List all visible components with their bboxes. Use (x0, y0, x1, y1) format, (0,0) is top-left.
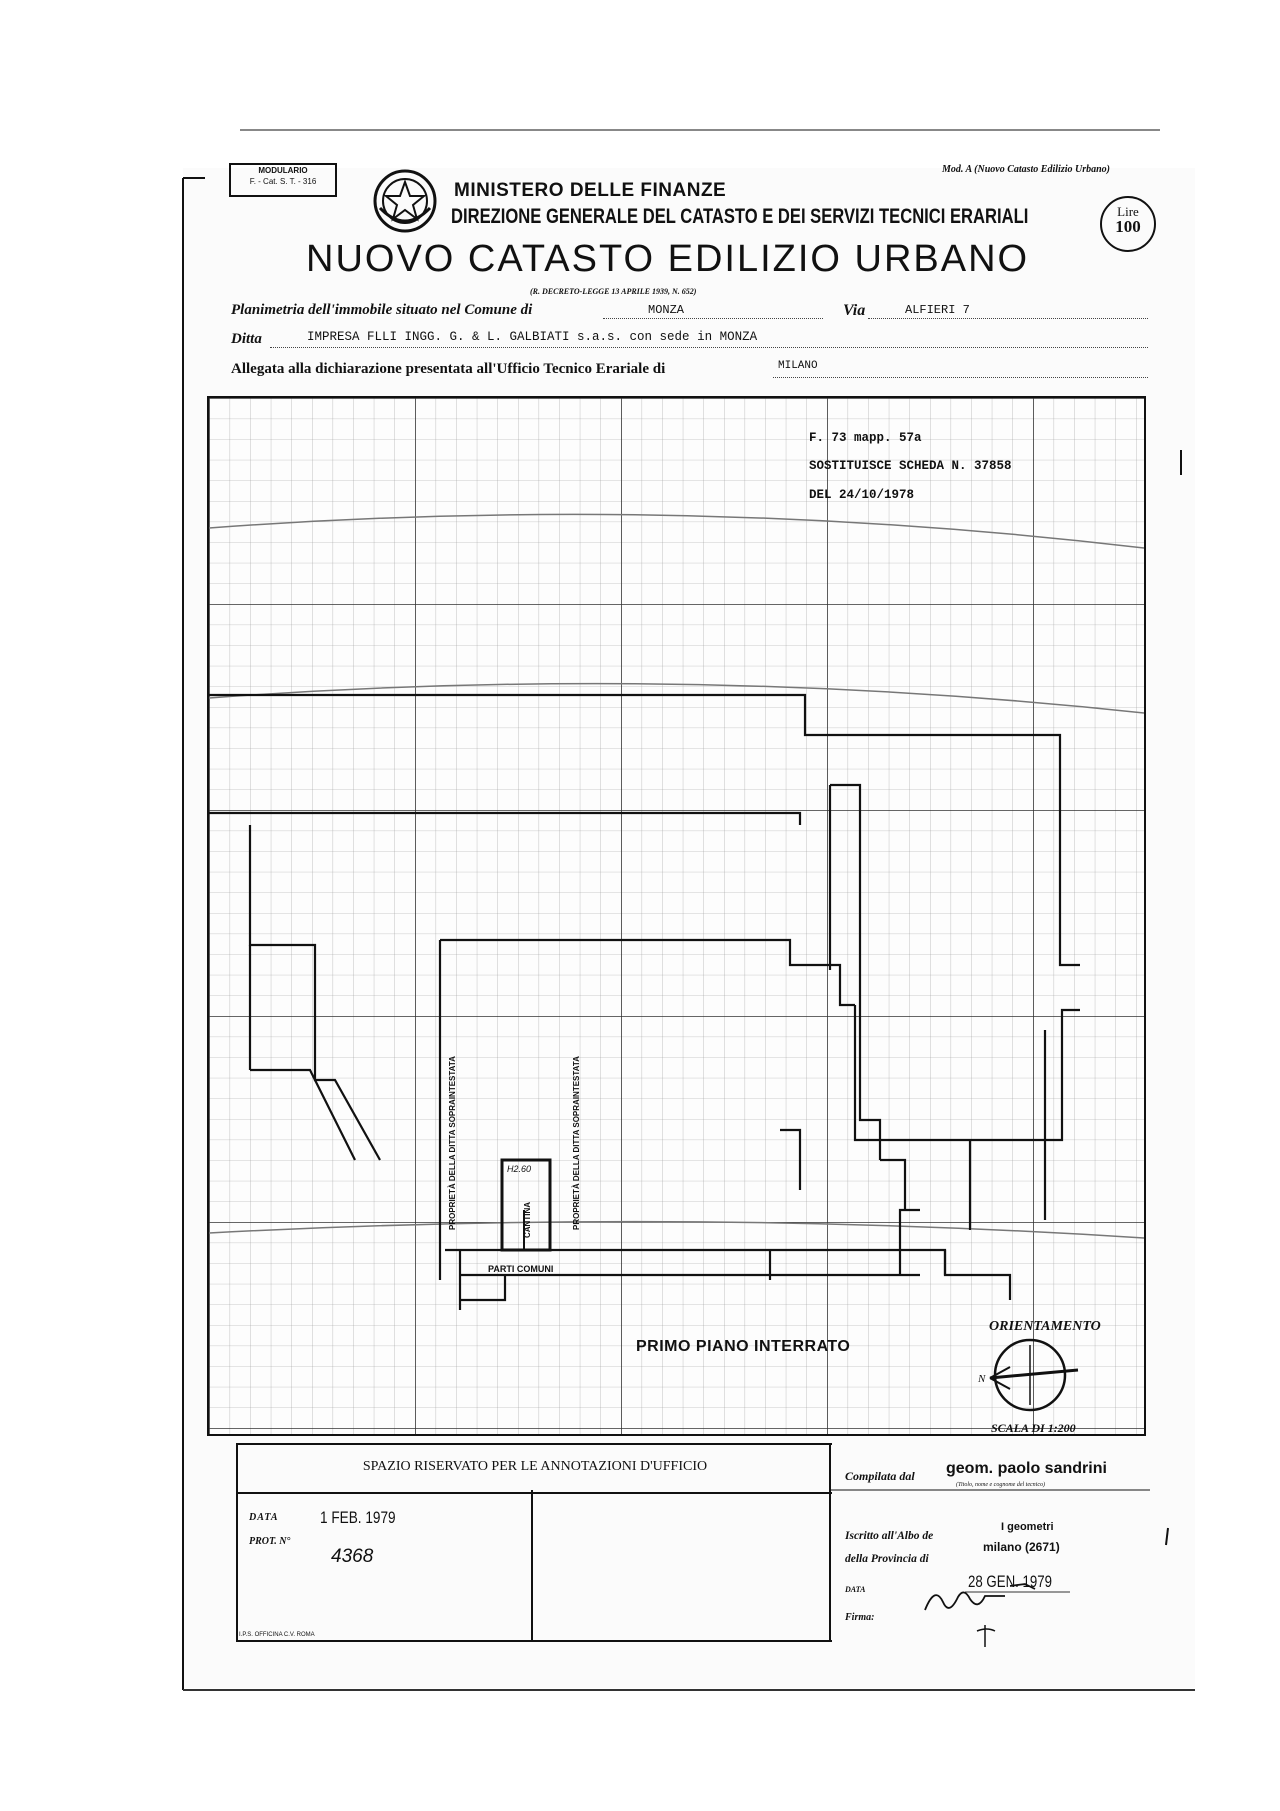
ufficio-value: MILANO (778, 360, 818, 372)
room-height: H2.60 (507, 1164, 532, 1174)
protocol-label: PROT. N° (249, 1536, 291, 1547)
compiled-by-note: (Titolo, nome e cognome del tecnico) (956, 1482, 1045, 1488)
registered-label: Iscritto all'Albo de (845, 1530, 934, 1542)
province-label: della Provincia di (845, 1553, 929, 1565)
ditta-value: IMPRESA FLLI INGG. G. & L. GALBIATI s.a.s. con sede in MONZA (307, 330, 758, 344)
planimetria-label: Planimetria dell'immobile situato nel Comune di (231, 302, 533, 318)
allegata-label: Allegata alla dichiarazione presentata all'Ufficio Tecnico Erariale di (231, 361, 666, 377)
direction-title: DIREZIONE GENERALE DEL CATASTO E DEI SERVIZI TECNICI ERARIALI (451, 205, 1029, 228)
parcel-reference: F. 73 mapp. 57a (809, 431, 922, 445)
protocol-number: 4368 (331, 1546, 374, 1567)
compiled-by-label: Compilata dal (845, 1469, 915, 1483)
decree-reference: (R. DECRETO-LEGGE 13 APRILE 1939, N. 652) (530, 287, 697, 296)
north-label: N (978, 1373, 986, 1385)
model-reference: Mod. A (Nuovo Catasto Edilizio Urbano) (942, 164, 1110, 175)
office-date-label: DATA (249, 1512, 279, 1523)
modulario-stamp: MODULARIO F. - Cat. S. T. - 316 (229, 163, 337, 197)
signing-date-label: DATA (845, 1585, 866, 1594)
printer-note: I.P.S. OFFICINA C.V. ROMA (239, 1632, 315, 1638)
signing-date-stamp: 28 GEN. 1979 (968, 1572, 1053, 1591)
ditta-label: Ditta (231, 331, 262, 347)
left-property-label: PROPRIETÀ DELLA DITTA SOPRAINTESTATA (448, 1056, 457, 1230)
scale-label: SCALA DI 1:200 (991, 1421, 1076, 1435)
replaces-card: SOSTITUISCE SCHEDA N. 37858 (809, 459, 1012, 473)
right-property-label: PROPRIETÀ DELLA DITTA SOPRAINTESTATA (572, 1056, 581, 1230)
via-value: ALFIERI 7 (905, 303, 970, 317)
main-title: NUOVO CATASTO EDILIZIO URBANO (306, 238, 1030, 280)
comune-value: MONZA (648, 303, 685, 317)
via-label: Via (843, 302, 866, 319)
province-value: milano (2671) (983, 1540, 1060, 1554)
room-name: CANTINA (523, 1202, 532, 1238)
common-parts-label: PARTI COMUNI (488, 1264, 554, 1274)
floor-name: PRIMO PIANO INTERRATO (636, 1338, 851, 1355)
office-space-header: SPAZIO RISERVATO PER LE ANNOTAZIONI D'UFFICIO (236, 1443, 832, 1494)
signature-label: Firma: (845, 1612, 875, 1623)
replaces-date: DEL 24/10/1978 (809, 488, 915, 502)
compiled-by-value: geom. paolo sandrini (946, 1460, 1107, 1477)
registered-value: I geometri (1001, 1521, 1054, 1533)
office-date-stamp: 1 FEB. 1979 (320, 1508, 396, 1527)
lire-stamp: Lire 100 (1100, 196, 1156, 252)
ministry-title: MINISTERO DELLE FINANZE (454, 180, 727, 201)
orientation-label: ORIENTAMENTO (989, 1319, 1101, 1334)
